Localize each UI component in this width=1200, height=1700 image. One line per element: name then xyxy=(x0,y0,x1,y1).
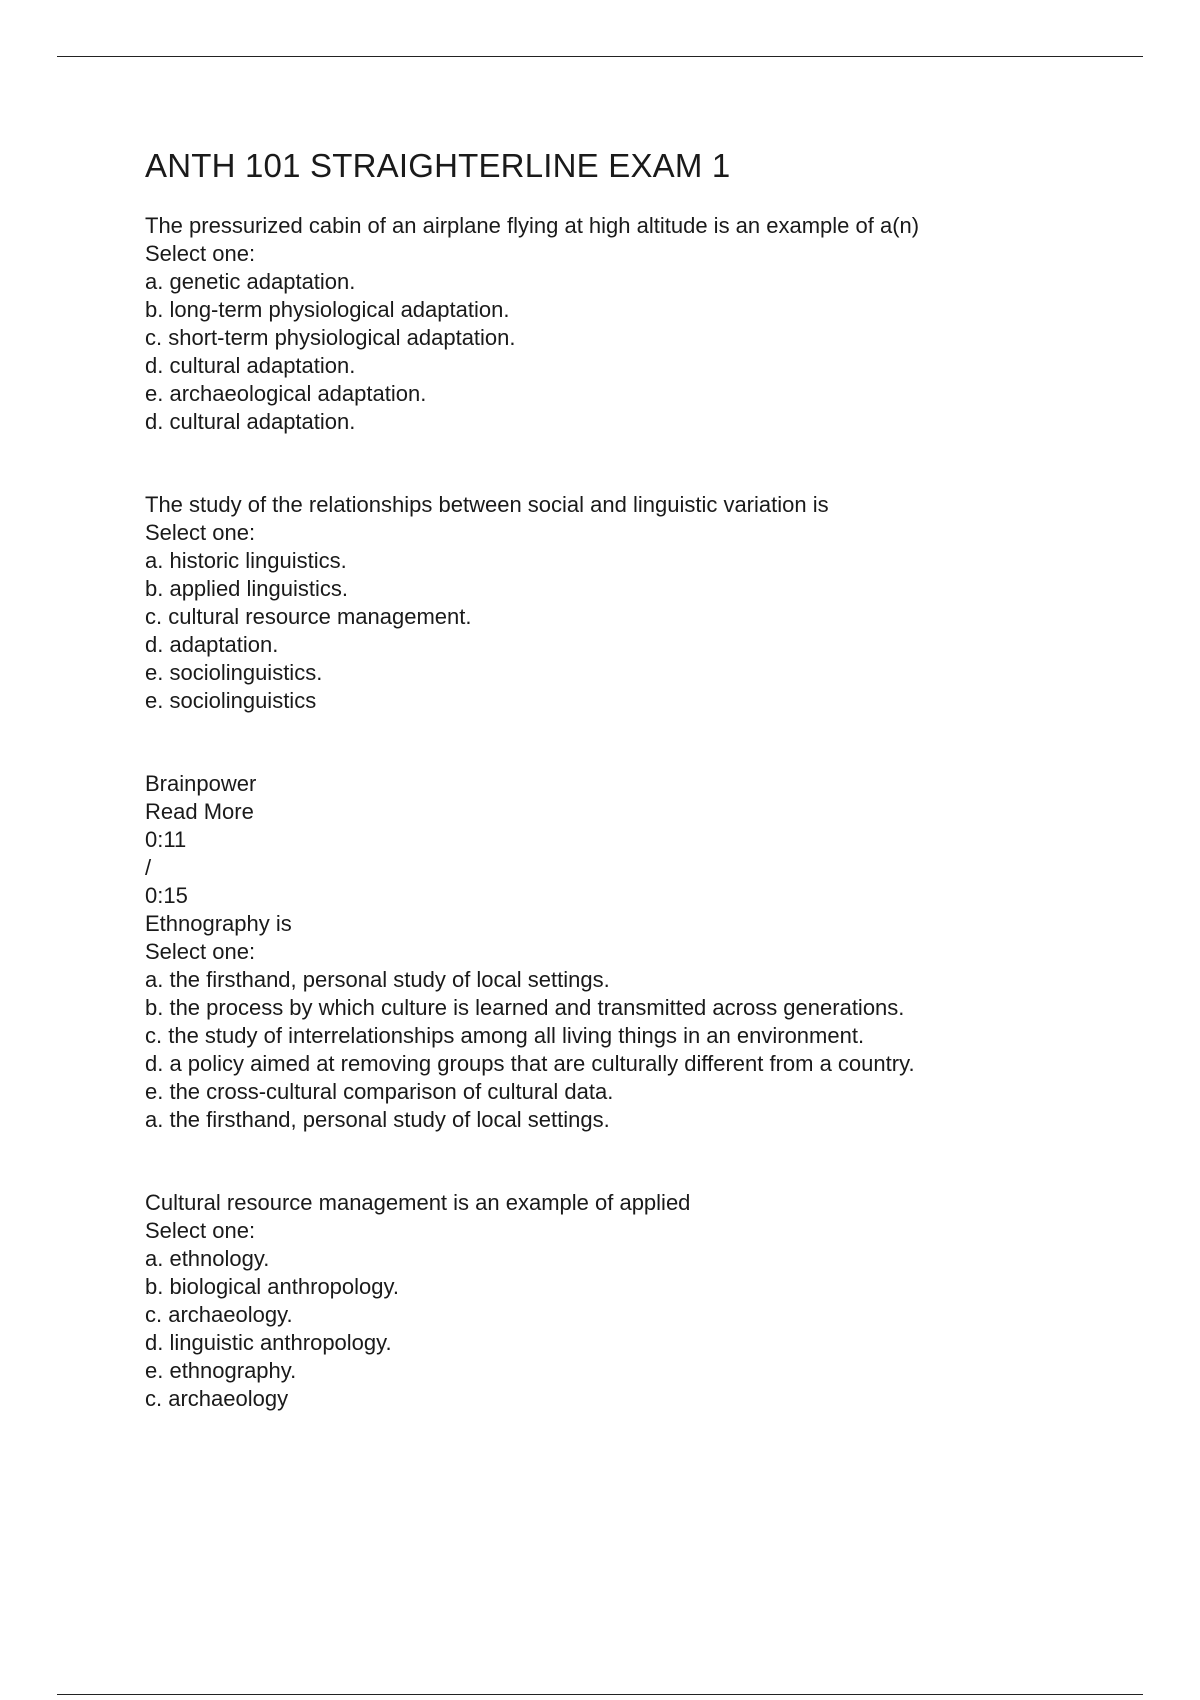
answer-line: d. cultural adaptation. xyxy=(145,409,356,434)
header-rule xyxy=(57,56,1143,57)
answer-line: c. archaeology xyxy=(145,1386,289,1411)
spacer xyxy=(145,436,1125,491)
option-e: e. ethnography. xyxy=(145,1358,297,1383)
question-text: Ethnography is xyxy=(145,911,292,936)
select-instruction: Select one: xyxy=(145,939,256,964)
option-d: d. linguistic anthropology. xyxy=(145,1330,392,1355)
document-page xyxy=(145,140,1125,1413)
option-a: a. genetic adaptation. xyxy=(145,269,356,294)
question-text: The study of the relationships between social and linguistic variation is xyxy=(145,492,829,517)
video-current-time: 0:11 xyxy=(145,827,187,852)
option-d: d. a policy aimed at removing groups that are culturally different from a country. xyxy=(145,1051,915,1076)
option-d: d. cultural adaptation. xyxy=(145,353,356,378)
select-instruction: Select one: xyxy=(145,520,256,545)
footer-rule xyxy=(57,1694,1143,1695)
question-block-2 xyxy=(145,491,1125,715)
option-d: d. adaptation. xyxy=(145,632,279,657)
spacer xyxy=(145,1134,1125,1189)
question-block-3 xyxy=(145,770,1125,1134)
option-a: a. historic linguistics. xyxy=(145,548,347,573)
option-c: c. cultural resource management. xyxy=(145,604,472,629)
option-e: e. sociolinguistics. xyxy=(145,660,323,685)
answer-line: e. sociolinguistics xyxy=(145,688,317,713)
select-instruction: Select one: xyxy=(145,1218,256,1243)
select-instruction: Select one: xyxy=(145,241,256,266)
option-b: b. applied linguistics. xyxy=(145,576,349,601)
document-title: ANTH 101 STRAIGHTERLINE EXAM 1 xyxy=(145,147,731,184)
option-b: b. the process by which culture is learned and transmitted across generations. xyxy=(145,995,905,1020)
video-time-separator: / xyxy=(145,855,152,880)
video-label: Brainpower xyxy=(145,771,257,796)
question-text: The pressurized cabin of an airplane flying at high altitude is an example of a(n) xyxy=(145,213,920,238)
option-c: c. archaeology. xyxy=(145,1302,293,1327)
option-b: b. long-term physiological adaptation. xyxy=(145,297,510,322)
option-c: c. the study of interrelationships among all living things in an environment. xyxy=(145,1023,865,1048)
video-duration: 0:15 xyxy=(145,883,188,908)
read-more-link: Read More xyxy=(145,799,254,824)
question-text: Cultural resource management is an example of applied xyxy=(145,1190,691,1215)
option-a: a. ethnology. xyxy=(145,1246,270,1271)
spacer xyxy=(145,715,1125,770)
option-e: e. archaeological adaptation. xyxy=(145,381,427,406)
option-c: c. short-term physiological adaptation. xyxy=(145,325,516,350)
answer-line: a. the firsthand, personal study of local settings. xyxy=(145,1107,610,1132)
option-e: e. the cross-cultural comparison of cultural data. xyxy=(145,1079,614,1104)
question-block-1 xyxy=(145,212,1125,436)
option-a: a. the firsthand, personal study of local settings. xyxy=(145,967,610,992)
question-block-4 xyxy=(145,1189,1125,1413)
option-b: b. biological anthropology. xyxy=(145,1274,399,1299)
